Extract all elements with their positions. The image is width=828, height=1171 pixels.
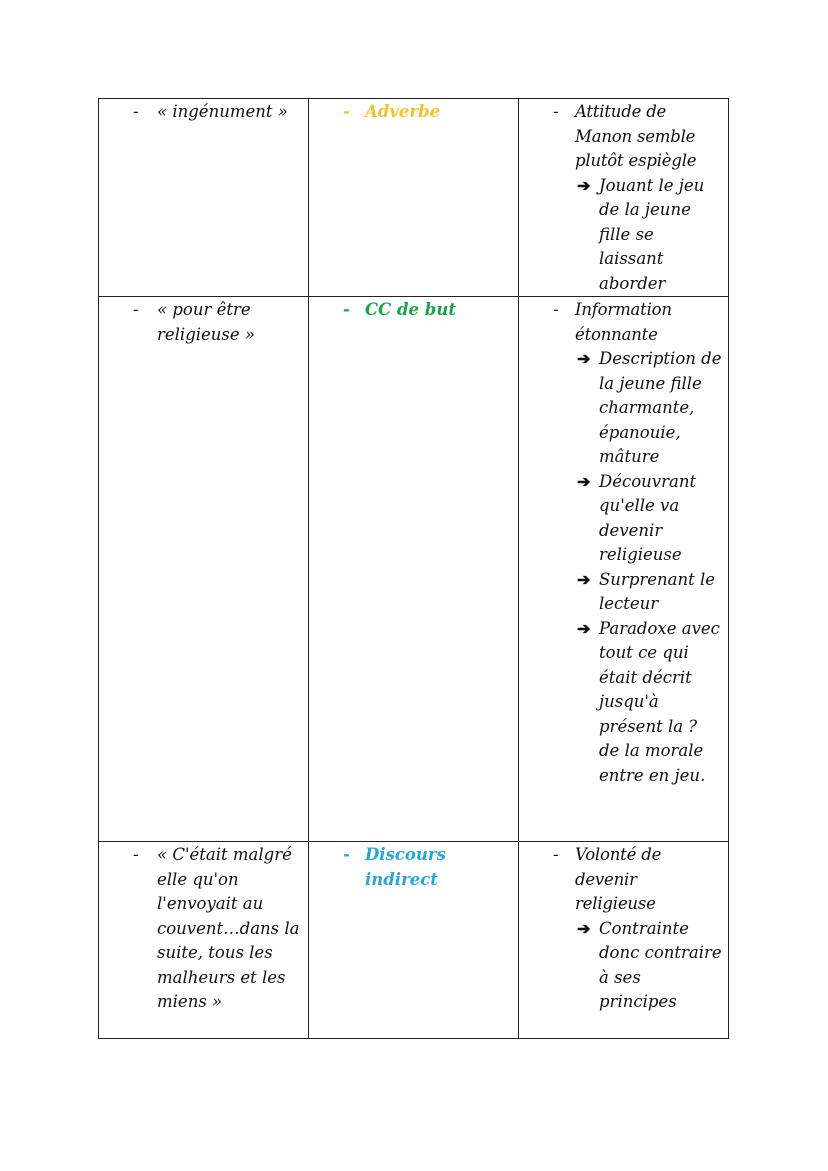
arrow-right-icon: ➔ <box>577 471 591 491</box>
arrow-right-icon: ➔ <box>577 569 591 589</box>
arrow-text: Description de la jeune fille charmante, épanouie, mâture <box>599 349 722 466</box>
arrow-right-icon: ➔ <box>577 349 591 368</box>
category-cell <box>309 99 519 297</box>
arrow-right-icon: ➔ <box>577 918 591 938</box>
dash-marker: - <box>553 102 559 121</box>
table-row <box>99 842 729 1039</box>
arrow-right-icon: ➔ <box>577 618 591 638</box>
category-label: Adverbe <box>365 102 441 121</box>
analysis-cell <box>519 297 729 842</box>
quote-cell <box>99 99 309 297</box>
dash-marker: - <box>553 845 559 864</box>
arrow-item <box>577 174 722 297</box>
arrow-item <box>577 347 722 470</box>
arrow-text: Contrainte donc contraire à ses principes <box>599 918 722 1011</box>
arrow-item <box>577 917 722 1015</box>
quote-text: « C'était malgré elle qu'on l'envoyait au couvent…dans la suite, tous les malheurs et les miens » <box>157 845 300 1011</box>
dash-marker: - <box>553 300 559 319</box>
arrow-text: Surprenant le lecteur <box>599 569 716 613</box>
arrow-item <box>577 617 722 789</box>
dash-marker: - <box>133 845 139 864</box>
quote-cell <box>99 842 309 1039</box>
quote-cell <box>99 297 309 842</box>
category-cell <box>309 842 519 1039</box>
analysis-cell <box>519 842 729 1039</box>
arrow-item <box>577 568 722 617</box>
table-row <box>99 297 729 842</box>
dash-marker: - <box>343 300 350 319</box>
quote-text: « pour être religieuse » <box>157 300 256 344</box>
category-cell <box>309 297 519 842</box>
category-label: Discours indirect <box>365 845 446 889</box>
dash-marker: - <box>133 300 139 319</box>
arrow-text: Jouant le jeu de la jeune fille se laissant aborder <box>599 175 705 293</box>
arrow-text: Paradoxe avec tout ce qui était décrit jusqu'à présent la ? de la morale entre en jeu. <box>599 618 720 785</box>
analysis-table <box>98 98 729 1039</box>
arrow-text: Découvrant qu'elle va devenir religieuse <box>599 471 697 564</box>
dash-marker: - <box>343 845 350 864</box>
analysis-main-text: Attitude de Manon semble plutôt espiègle <box>575 102 697 170</box>
arrow-item <box>577 470 722 568</box>
dash-marker: - <box>133 102 139 121</box>
dash-marker: - <box>343 102 350 121</box>
table-row <box>99 99 729 297</box>
analysis-main-text: Information étonnante <box>575 300 672 344</box>
quote-text: « ingénument » <box>157 102 288 121</box>
arrow-right-icon: ➔ <box>577 175 591 195</box>
analysis-main-text: Volonté de devenir religieuse <box>575 845 662 913</box>
analysis-cell <box>519 99 729 297</box>
category-label: CC de but <box>365 300 456 319</box>
